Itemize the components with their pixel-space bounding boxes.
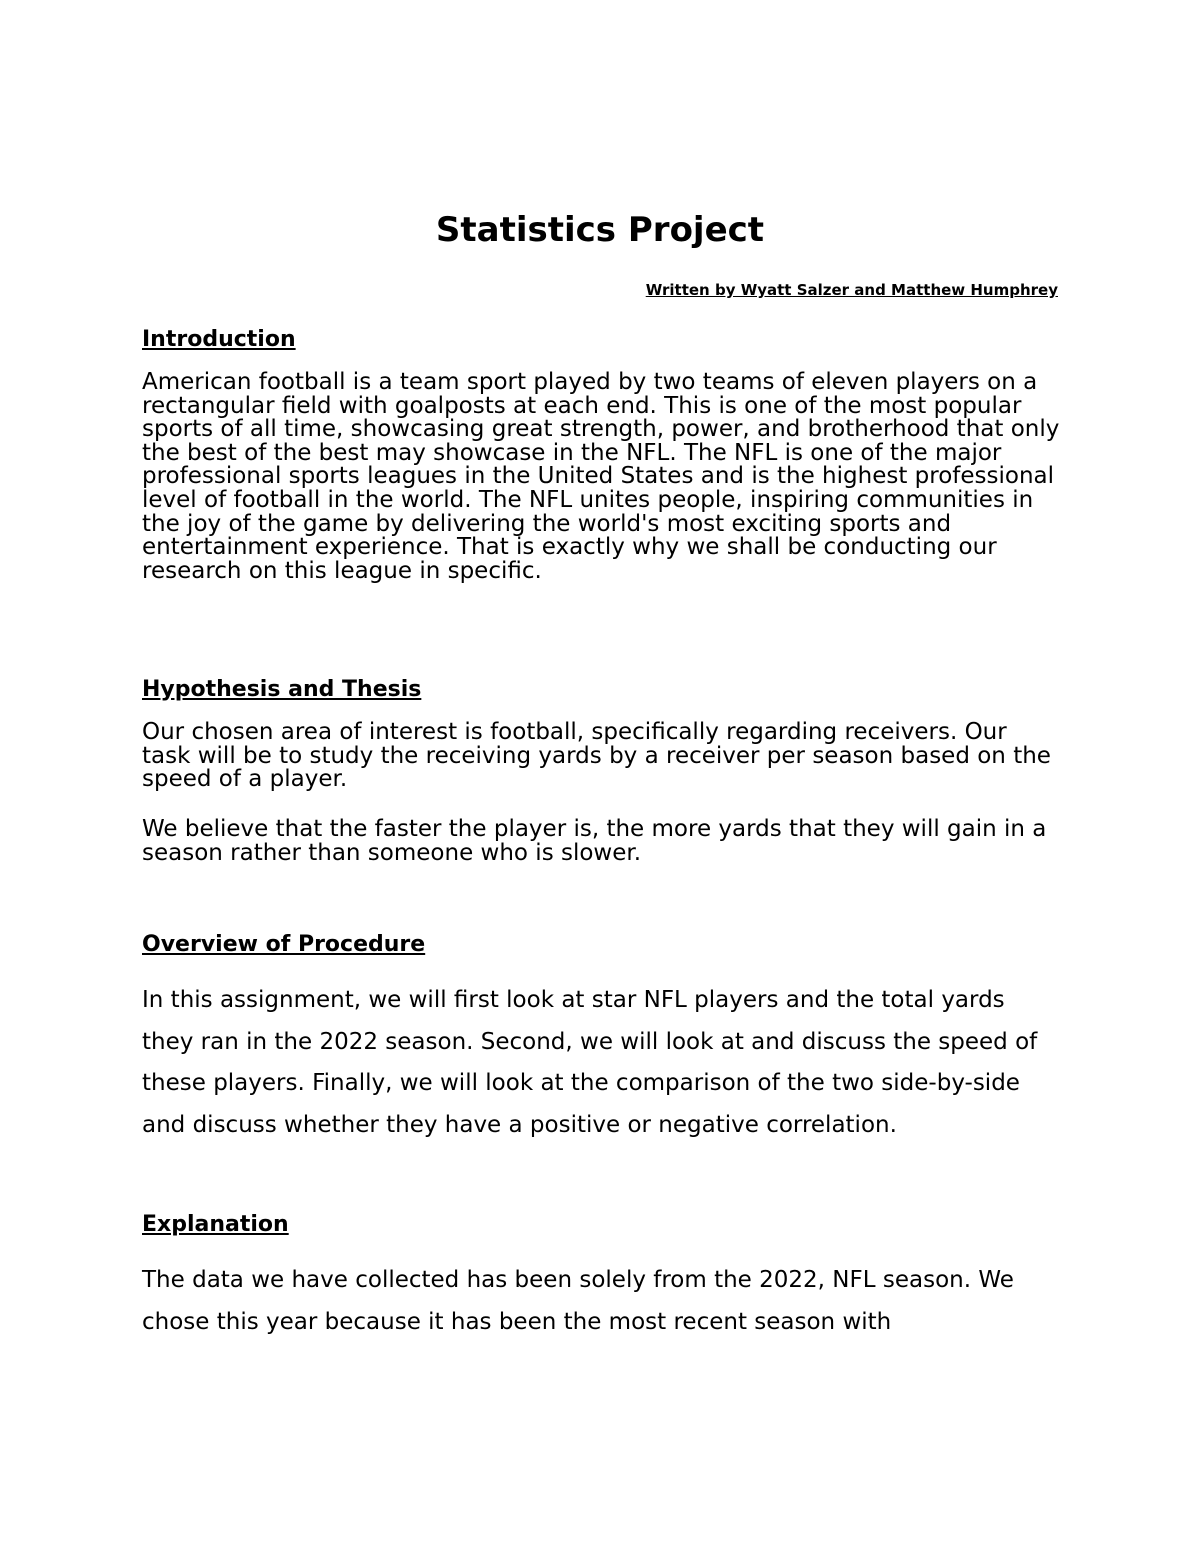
hypothesis-paragraph-2: We believe that the faster the player is, the more yards that they will gain in a season rather than someone who is slower.	[142, 816, 1047, 866]
author-byline: Written by Wyatt Salzer and Matthew Humphrey	[645, 281, 1058, 299]
procedure-heading: Overview of Procedure	[142, 932, 426, 957]
introduction-paragraph: American football is a team sport played by two teams of eleven players on a rectangular field with goalposts at each end. This is one of the most popular sports of all time, showcasing great strength, power, and brotherhood that only the best of the best may showcase in the NFL. The NFL is one of the major professional sports leagues in the United States and is the highest professional level of football in the world. The NFL unites people, inspiring communities in the joy of the game by delivering the world's most exciting sports and entertainment experience. That is exactly why we shall be conducting our research on this league in specific.	[142, 369, 1060, 584]
document-title: Statistics Project	[435, 210, 765, 250]
hypothesis-paragraph-1: Our chosen area of interest is football, specifically regarding receivers. Our task will be to study the receiving yards by a receiver per season based on the speed of a player.	[142, 719, 1051, 793]
explanation-heading: Explanation	[142, 1212, 289, 1237]
explanation-paragraph: The data we have collected has been solely from the 2022, NFL season. We chose this year because it has been the most recent season with	[142, 1267, 1014, 1335]
hypothesis-heading: Hypothesis and Thesis	[142, 677, 422, 702]
introduction-heading: Introduction	[142, 327, 296, 352]
procedure-paragraph: In this assignment, we will first look at star NFL players and the total yards they ran in the 2022 season. Second, we will look at and discuss the speed of these players. Finally, we will look at the comparison of the two side-by-side and discuss whether they have a positive or negative correlation.	[142, 987, 1038, 1138]
